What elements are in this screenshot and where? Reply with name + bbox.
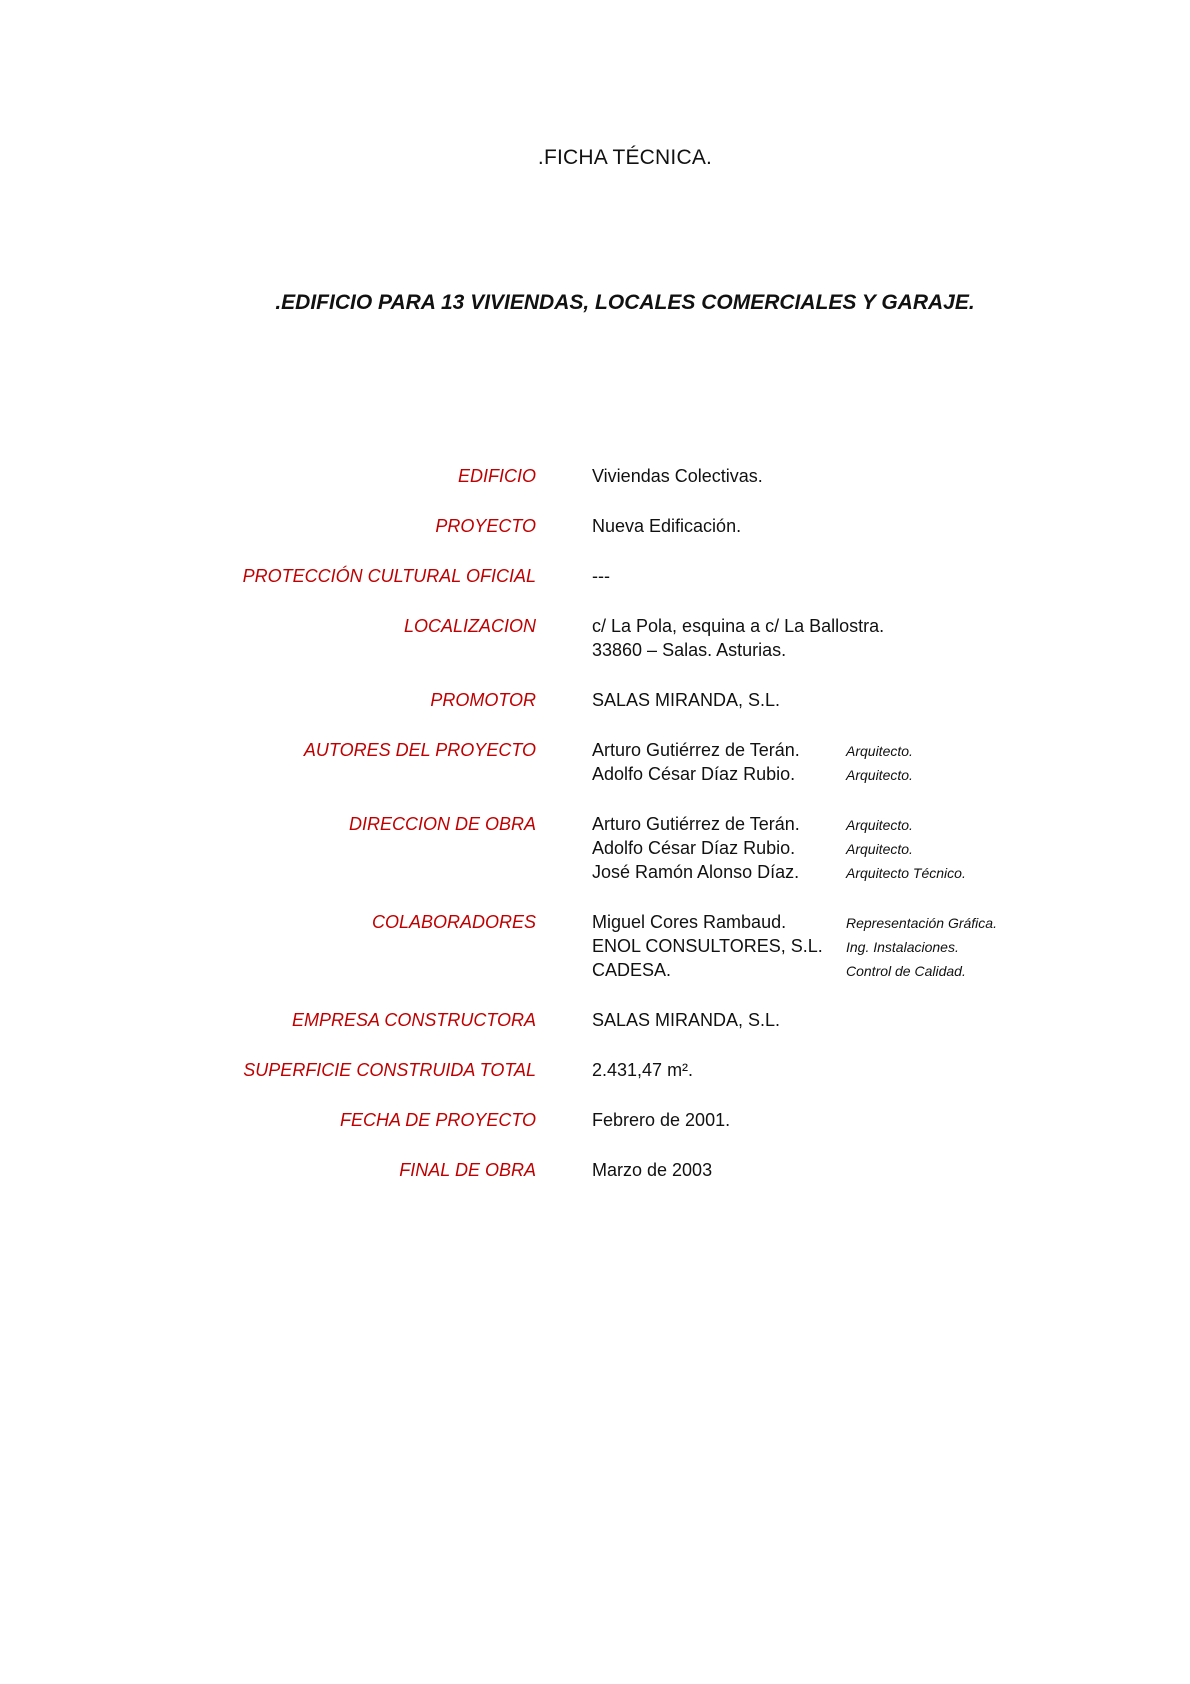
spec-value-line	[592, 762, 1182, 786]
spec-value: Febrero de 2001.	[592, 1110, 731, 1130]
spec-value-line	[592, 638, 1182, 662]
spec-label: PROTECCIÓN CULTURAL OFICIAL	[242, 566, 536, 586]
spec-role: Arquitecto.	[846, 841, 913, 857]
spec-value: Viviendas Colectivas.	[592, 466, 763, 486]
spec-value-line	[592, 934, 1182, 958]
spec-values	[592, 688, 1182, 712]
spec-value-line	[592, 514, 1182, 538]
spec-value-line	[592, 910, 1182, 934]
spec-value-line	[592, 564, 1182, 588]
spec-values	[592, 464, 1182, 488]
spec-value-line	[592, 464, 1182, 488]
spec-value: Adolfo César Díaz Rubio.	[592, 764, 796, 784]
spec-values	[592, 514, 1182, 538]
building-subtitle: .EDIFICIO PARA 13 VIVIENDAS, LOCALES COMERCIALES Y GARAJE.	[275, 291, 975, 314]
spec-value: Nueva Edificación.	[592, 516, 742, 536]
spec-label: DIRECCION DE OBRA	[348, 814, 536, 834]
spec-label: PROYECTO	[435, 516, 536, 536]
spec-value: SALAS MIRANDA, S.L.	[592, 690, 781, 710]
spec-value: c/ La Pola, esquina a c/ La Ballostra.	[592, 616, 885, 636]
spec-value-line	[592, 1058, 1182, 1082]
spec-values	[592, 1058, 1182, 1082]
spec-label: LOCALIZACION	[403, 616, 536, 636]
spec-role: Representación Gráfica.	[846, 915, 997, 931]
spec-value: Arturo Gutiérrez de Terán.	[592, 740, 800, 760]
spec-value: Miguel Cores Rambaud.	[592, 912, 787, 932]
spec-value: ENOL CONSULTORES, S.L.	[592, 936, 823, 956]
spec-role: Arquitecto.	[846, 817, 913, 833]
spec-value: Arturo Gutiérrez de Terán.	[592, 814, 800, 834]
spec-values	[592, 1108, 1182, 1132]
spec-values	[592, 738, 1182, 786]
spec-value-line	[592, 1008, 1182, 1032]
spec-label: SUPERFICIE CONSTRUIDA TOTAL	[243, 1060, 536, 1080]
spec-label: EMPRESA CONSTRUCTORA	[291, 1010, 536, 1030]
spec-value: ---	[592, 566, 610, 586]
spec-values	[592, 1158, 1182, 1182]
spec-value-line	[592, 836, 1182, 860]
spec-label: EDIFICIO	[457, 466, 536, 486]
spec-role: Arquitecto.	[846, 767, 913, 783]
spec-role: Arquitecto.	[846, 743, 913, 759]
spec-values	[592, 564, 1182, 588]
spec-role: Ing. Instalaciones.	[846, 939, 959, 955]
spec-value-line	[592, 688, 1182, 712]
spec-value: 33860 – Salas. Asturias.	[592, 640, 787, 660]
spec-label: PROMOTOR	[430, 690, 536, 710]
spec-value-line	[592, 812, 1182, 836]
spec-value-line	[592, 614, 1182, 638]
spec-role: Control de Calidad.	[846, 963, 966, 979]
spec-label: AUTORES DEL PROYECTO	[303, 740, 536, 760]
spec-label: COLABORADORES	[371, 912, 536, 932]
spec-value: 2.431,47 m².	[592, 1060, 694, 1080]
spec-value-line	[592, 738, 1182, 762]
spec-values	[592, 1008, 1182, 1032]
spec-value-line	[592, 860, 1182, 884]
spec-value-line	[592, 1158, 1182, 1182]
spec-value: CADESA.	[592, 960, 672, 980]
spec-value: Adolfo César Díaz Rubio.	[592, 838, 796, 858]
spec-value: José Ramón Alonso Díaz.	[592, 862, 800, 882]
spec-values	[592, 812, 1182, 884]
spec-label: FECHA DE PROYECTO	[339, 1110, 536, 1130]
spec-value: Marzo de 2003	[592, 1160, 713, 1180]
document-title: .FICHA TÉCNICA.	[537, 146, 713, 169]
spec-values	[592, 614, 1182, 662]
spec-label: FINAL DE OBRA	[399, 1160, 536, 1180]
spec-value-line	[592, 958, 1182, 982]
spec-role: Arquitecto Técnico.	[846, 865, 966, 881]
spec-values	[592, 910, 1182, 982]
spec-value: SALAS MIRANDA, S.L.	[592, 1010, 781, 1030]
spec-value-line	[592, 1108, 1182, 1132]
